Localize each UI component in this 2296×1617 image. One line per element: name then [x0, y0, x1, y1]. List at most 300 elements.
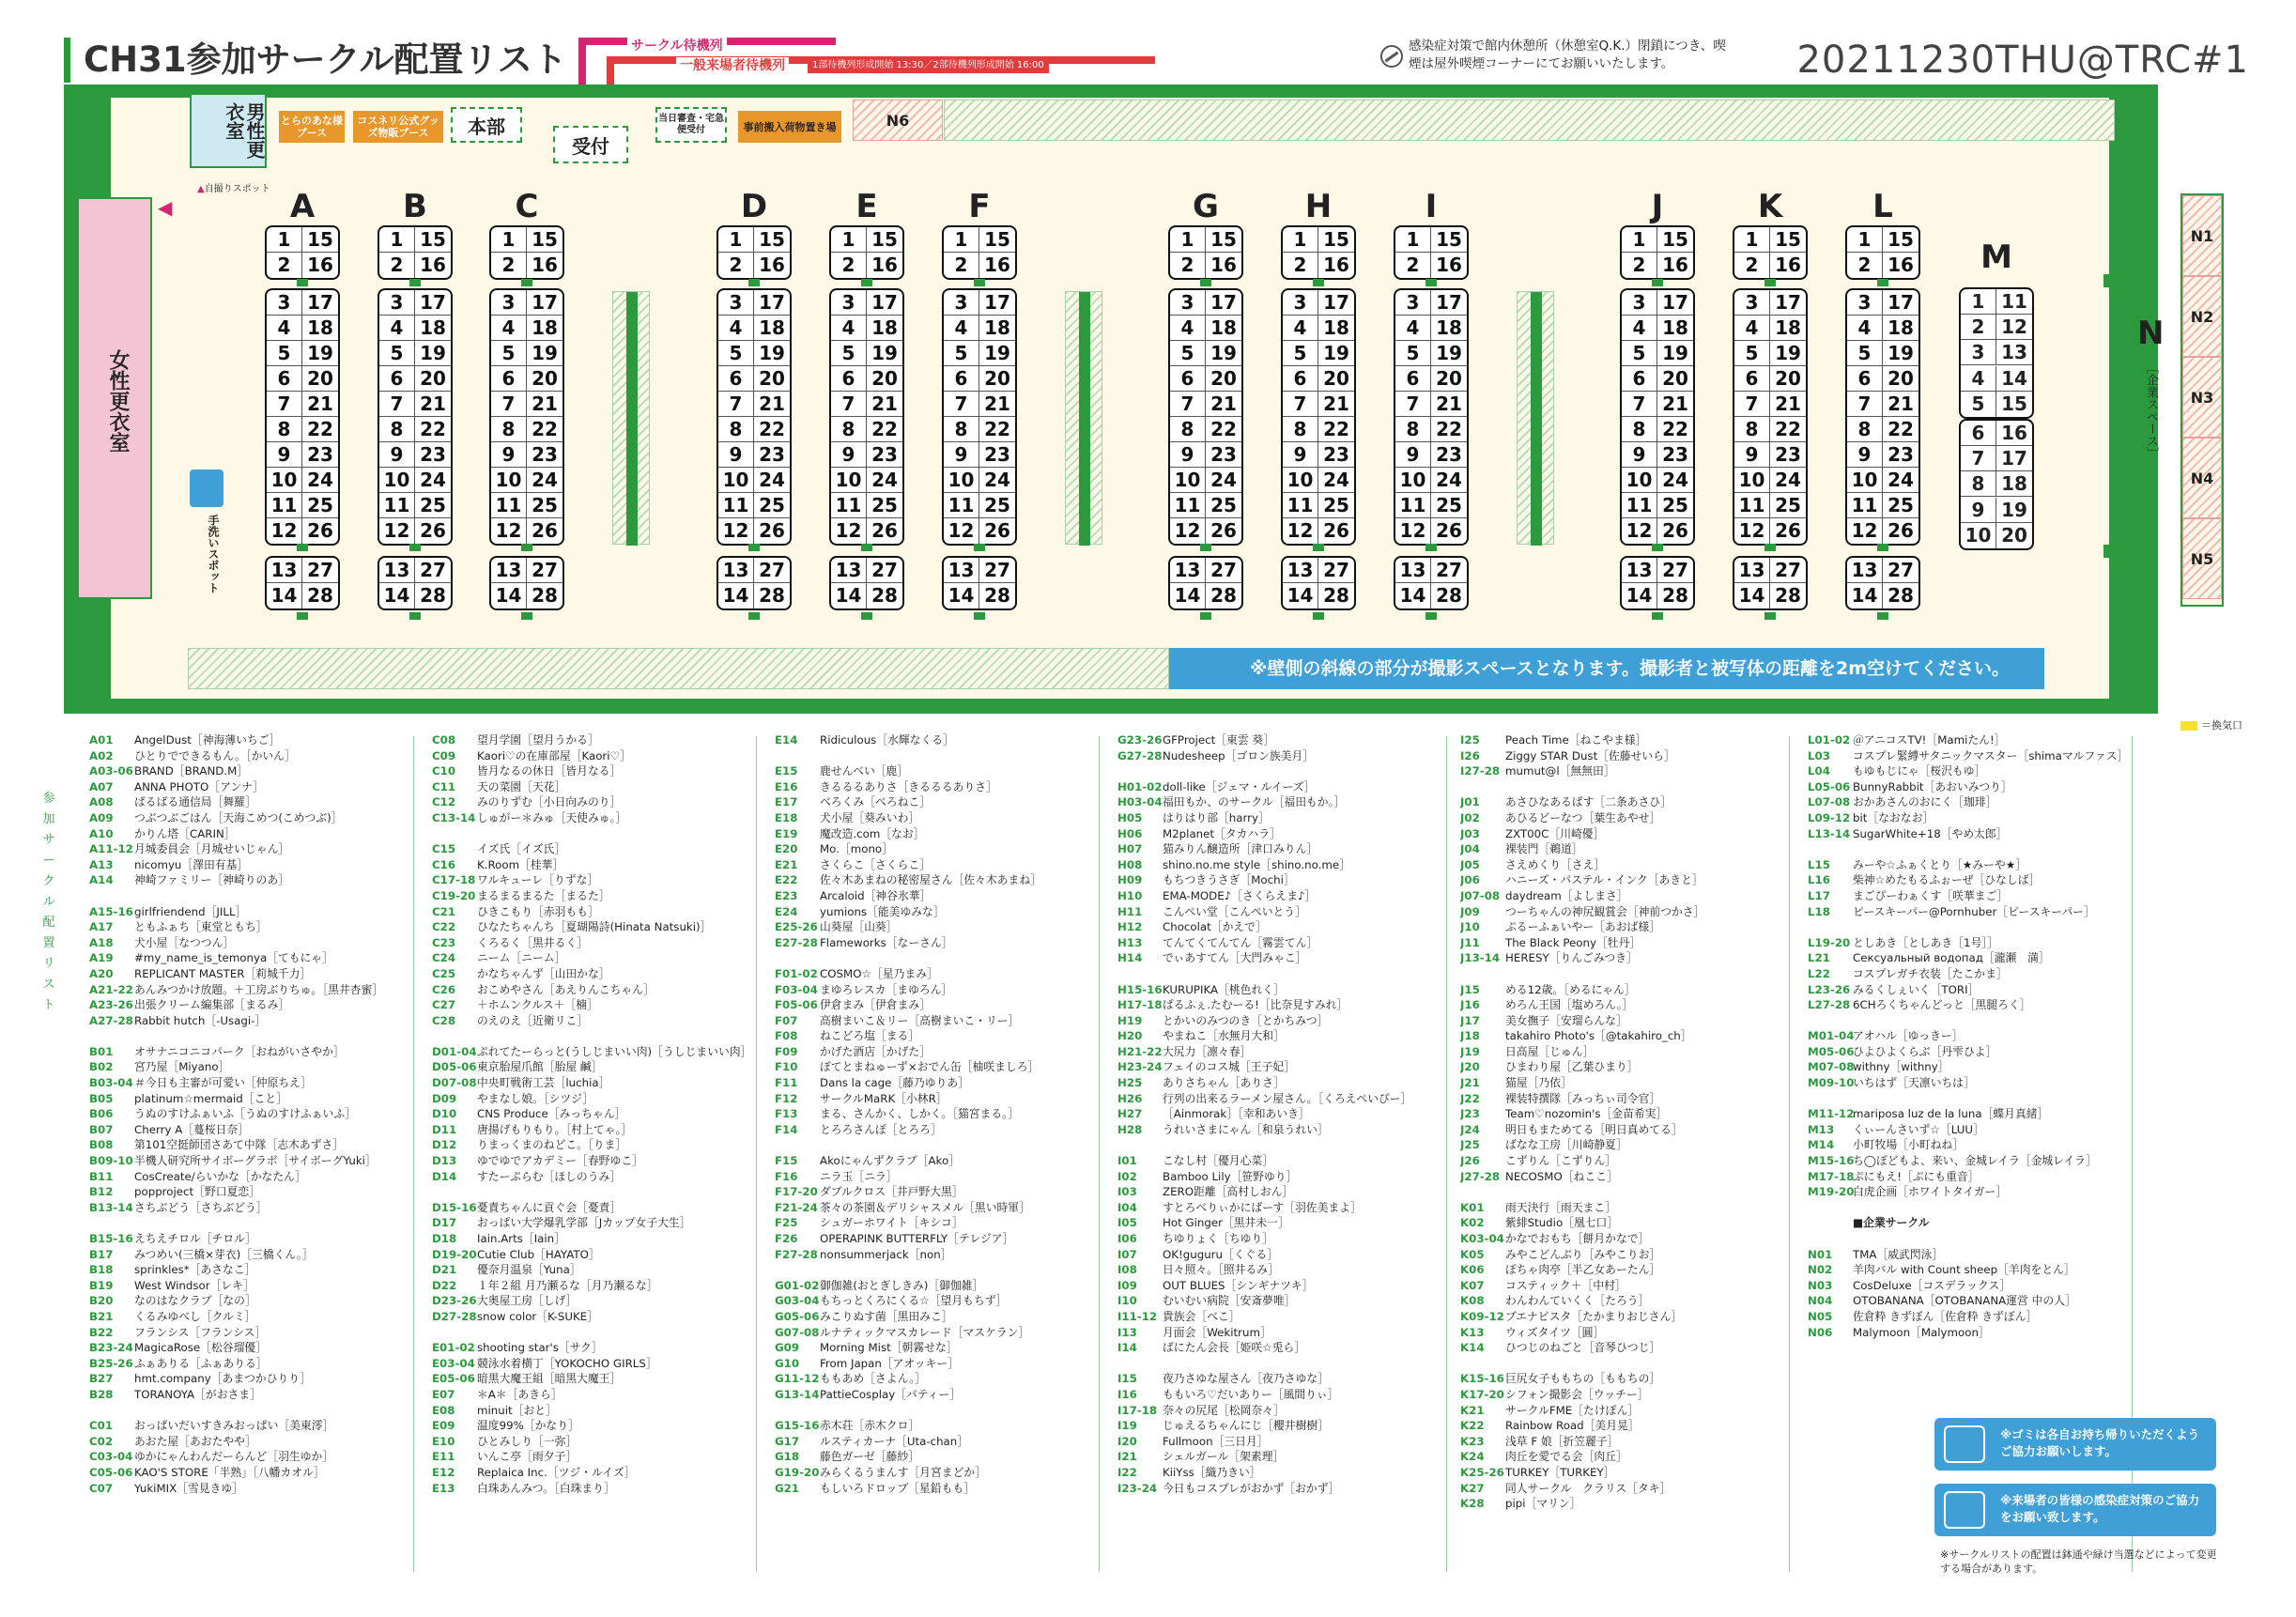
circle-code: J04 [1460, 842, 1480, 856]
booth-number: 20 [1431, 366, 1467, 392]
directory-entry [89, 1137, 427, 1153]
booth-number: 12 [1395, 518, 1431, 544]
directory-entry [1117, 982, 1456, 998]
circle-code: A15-16 [89, 904, 133, 918]
booth-number: 16 [1323, 254, 1349, 276]
directory-entry [1117, 841, 1456, 857]
circle-name: ■企業サークル [1853, 1216, 1930, 1230]
booth-number: 21 [1657, 392, 1693, 417]
circle-code: L03 [1808, 748, 1830, 762]
booth-number: 27 [867, 558, 902, 583]
booth-number: 8 [1734, 417, 1770, 442]
circle-name: nonsummerjack［non］ [820, 1247, 952, 1261]
directory-entry [1117, 1481, 1456, 1497]
booth-number: 17 [1318, 290, 1354, 316]
circle-name: ひきこもり［赤羽もも］ [477, 904, 599, 918]
booth-number: 26 [1775, 519, 1801, 542]
circle-code: D12 [432, 1138, 457, 1152]
booth-number: 26 [1210, 519, 1237, 542]
booth-number: 11 [1395, 493, 1431, 518]
circle-code: M05-06 [1808, 1044, 1855, 1058]
photo-space-top [944, 100, 2115, 141]
booth-number: 9 [718, 442, 754, 468]
circle-code: N06 [1808, 1325, 1833, 1339]
handwash-spot: 手洗いスポット [207, 515, 220, 593]
booth-number: 13 [944, 558, 979, 583]
booth-number: 1 [944, 227, 979, 253]
circle-code: A02 [89, 748, 114, 762]
directory-entry [775, 997, 1113, 1013]
circle-name: OPERAPINK BUTTERFLY［テレジア］ [820, 1232, 1014, 1245]
circle-name: まる、さんかく、しかく。［猫宮まる。］ [820, 1107, 1019, 1121]
booth-number: 14 [379, 583, 415, 608]
circle-code: B19 [89, 1278, 114, 1292]
circle-name: 山葵屋［山葵］ [820, 920, 898, 934]
circle-code: E17 [775, 795, 798, 809]
circle-code: E25-26 [775, 920, 818, 934]
booth-number: 8 [1283, 417, 1318, 442]
circle-name: べろくみ［べろねこ］ [820, 795, 931, 809]
circle-name: CNS Produce［みっちゃん］ [477, 1107, 626, 1121]
directory-entry [1460, 1106, 1798, 1122]
directory-entry [89, 1278, 427, 1294]
circle-name: 中央町戦術工芸［luchia］ [477, 1076, 610, 1090]
circle-code: E10 [432, 1434, 455, 1448]
booth-number: 25 [415, 493, 451, 518]
directory-entry [89, 748, 427, 764]
circle-name: Kaori♡の在庫部屋［Kaori♡］ [477, 748, 631, 762]
circle-code: J20 [1460, 1060, 1480, 1074]
directory-entry [89, 872, 427, 888]
booth-number: 17 [527, 290, 562, 316]
circle-code: K27 [1460, 1481, 1485, 1495]
circle-code: A08 [89, 795, 114, 809]
circle-name: きるるるありさ［きるるるありさ］ [820, 779, 997, 793]
directory-entry [1460, 1434, 1798, 1450]
circle-code: J15 [1460, 982, 1480, 996]
circle-code: M15-16 [1808, 1154, 1855, 1168]
directory-entry [775, 1091, 1113, 1107]
booth-number: 9 [1622, 442, 1657, 468]
booth-number: 17 [1206, 290, 1241, 316]
circle-code: I03 [1117, 1185, 1137, 1199]
circle-name: みやこどんぶり［みやこりお］ [1505, 1247, 1661, 1261]
circle-code: K24 [1460, 1450, 1485, 1464]
directory-entry [1117, 1106, 1456, 1122]
booth-number: 2 [1283, 253, 1318, 278]
circle-name: Replaica Inc.［ツジ・ルイズ］ [477, 1465, 636, 1479]
booth-number: 24 [867, 468, 902, 493]
booth-number: 16 [1662, 254, 1688, 276]
directory-entry [89, 794, 427, 810]
directory-entry [775, 1013, 1113, 1029]
booth-number: 15 [1770, 227, 1806, 253]
booth-number: 13 [491, 558, 527, 583]
handwash-icon [190, 470, 223, 507]
booth-number: 15 [1657, 227, 1693, 253]
booth-number: 28 [420, 584, 446, 607]
directory-entry [1808, 826, 2146, 842]
booth-number: 27 [415, 558, 451, 583]
circle-code: E14 [775, 733, 798, 747]
circle-name: いちはず［天凛いちは］ [1853, 1076, 1975, 1090]
booth-number: 24 [1431, 468, 1467, 493]
booth-number: 20 [1318, 366, 1354, 392]
circle-code: F16 [775, 1169, 798, 1183]
booth-number: 5 [1961, 392, 1996, 417]
directory-entry [1808, 1122, 2146, 1138]
booth-number: 9 [1734, 442, 1770, 468]
directory-entry [1117, 1403, 1456, 1419]
booth-number: 16 [1888, 254, 1914, 276]
circle-code: E13 [432, 1481, 455, 1495]
circle-name: ももいろ♡だいありー［風間りぃ］ [1163, 1387, 1339, 1401]
booth-number: 18 [1883, 316, 1918, 341]
circle-code: K08 [1460, 1294, 1485, 1308]
booth-number: 26 [1436, 519, 1462, 542]
circle-code: N05 [1808, 1309, 1833, 1323]
circle-code: G27-28 [1117, 748, 1163, 762]
booth-number: 27 [754, 558, 790, 583]
circle-name: いんこ亭［雨夕子］ [477, 1450, 578, 1464]
circle-code: B17 [89, 1247, 114, 1261]
circle-name: #my_name_is_temonya［てもにゃ］ [134, 951, 333, 965]
circle-name: ばなな工房［川崎静夏］ [1505, 1138, 1627, 1152]
circle-name: コスプレ緊縛サタニックマスター［shimaマルファス］ [1853, 748, 2129, 762]
block-connector [861, 612, 872, 620]
booth-number: 16 [307, 254, 333, 276]
booth-number: 17 [302, 290, 338, 316]
booth-number: 28 [1323, 584, 1349, 607]
booth-number: 21 [1431, 392, 1467, 417]
directory-entry [1460, 1200, 1798, 1216]
circle-name: ダブルクロス［井戸野大黒］ [820, 1185, 963, 1199]
booth-number: 18 [1318, 316, 1354, 341]
circle-name: platinum☆mermaid［こと］ [134, 1091, 287, 1105]
circle-name: ももあめ［さよん。］ [820, 1372, 926, 1386]
directory-entry [1808, 966, 2146, 982]
circle-code: I17-18 [1117, 1403, 1158, 1417]
booth-number: 16 [1996, 421, 2032, 446]
circle-name: もちっとくろにくる☆［望月もちず］ [820, 1294, 1008, 1308]
block-K-bottom [1733, 556, 1808, 610]
booth-number: 7 [1622, 392, 1657, 417]
circle-name: うぬのすけふぁいふ［うぬのすけふぁいふ］ [134, 1107, 356, 1121]
booth-number: 18 [1770, 316, 1806, 341]
circle-name: ひよひよくらぶ［丹雫ひよ］ [1853, 1044, 1997, 1058]
circle-code: A07 [89, 779, 114, 793]
directory-entry [1460, 1481, 1798, 1497]
booth-number: 15 [1206, 227, 1241, 253]
booth-number: 4 [1283, 316, 1318, 341]
booth-number: 3 [1847, 290, 1883, 316]
directory-entry [432, 1231, 770, 1247]
directory-entry [775, 779, 1113, 795]
directory-entry [432, 919, 770, 935]
directory-entry [432, 1356, 770, 1372]
booth-number: 10 [379, 468, 415, 493]
directory-entry [1117, 732, 1456, 748]
booth-number: 13 [718, 558, 754, 583]
booth-number: 23 [1770, 442, 1806, 468]
booth-number: 1 [267, 227, 302, 253]
directory-entry [775, 1153, 1113, 1169]
directory-entry [1117, 919, 1456, 935]
booth-number: 12 [1283, 518, 1318, 544]
circle-name: ルスティカーナ［Uta-chan］ [820, 1434, 969, 1448]
directory-entry [775, 1075, 1113, 1091]
booth-number: 28 [759, 584, 785, 607]
circle-name: nicomyu［澤田有基］ [134, 857, 249, 871]
circle-name: ［Ainmorak］［幸和あいき］ [1163, 1107, 1310, 1121]
directory-entry [1117, 1075, 1456, 1091]
booth-number: 5 [267, 341, 302, 366]
booth-number: 17 [1770, 290, 1806, 316]
directory-entry [1808, 1184, 2146, 1200]
booth-number: 27 [1657, 558, 1693, 583]
circle-code: M19-20 [1808, 1185, 1855, 1199]
booth-number: 22 [527, 417, 562, 442]
directory-entry [775, 888, 1113, 904]
directory-entry [1117, 810, 1456, 826]
booth-number: 9 [1961, 498, 1996, 523]
booth-number: 21 [1318, 392, 1354, 417]
directory-entry [1808, 1309, 2146, 1325]
directory-entry [1460, 1059, 1798, 1075]
circle-code: C27 [432, 998, 456, 1012]
circle-code: G09 [775, 1341, 800, 1355]
booth-number: 20 [754, 366, 790, 392]
booth-number: 23 [1318, 442, 1354, 468]
circle-name: 雨天決行［雨天まこ］ [1505, 1200, 1616, 1214]
circle-code: G03-04 [775, 1294, 820, 1308]
circle-code: E27-28 [775, 935, 818, 949]
booth-number: 15 [979, 227, 1015, 253]
booth-number: 25 [867, 493, 902, 518]
circle-name: 猫みりん醸造所［津口みりん］ [1163, 842, 1318, 856]
booth-number: 21 [754, 392, 790, 417]
circle-code: M14 [1808, 1138, 1835, 1152]
circle-code: J13-14 [1460, 951, 1501, 965]
directory-entry [1117, 1044, 1456, 1060]
directory-entry [775, 1122, 1113, 1138]
booth-number: 3 [491, 290, 527, 316]
circle-name: Malymoon［Malymoon］ [1853, 1325, 1990, 1339]
booth-number: 12 [267, 518, 302, 544]
block-connector [297, 279, 308, 286]
booth-n2: N2 [2182, 276, 2222, 357]
circle-code: F13 [775, 1107, 798, 1121]
directory-entry [775, 794, 1113, 810]
circle-name: オサナニコニコパーク［おねがいさやか］ [134, 1044, 345, 1058]
circle-name: める12歳。［めるにゃん］ [1505, 982, 1636, 996]
womens-dressing-room-label: 女性更衣室 [106, 349, 130, 453]
circle-code: K07 [1460, 1278, 1485, 1292]
circle-code: E08 [432, 1403, 455, 1417]
booth-number: 22 [1431, 417, 1467, 442]
booth-number: 8 [718, 417, 754, 442]
circle-name: ひなたちゃんち［夏瑚陽詩(Hinata Natsuki)］ [477, 920, 712, 934]
circle-code: D23-26 [432, 1294, 477, 1308]
womens-dressing-room [77, 197, 152, 599]
directory-entry [775, 1434, 1113, 1450]
circle-code: G15-16 [775, 1419, 820, 1433]
directory-entry [1460, 1137, 1798, 1153]
circle-code: I16 [1117, 1387, 1137, 1401]
booth-number: 22 [302, 417, 338, 442]
circle-code: G10 [775, 1356, 800, 1370]
directory-column [432, 732, 770, 1496]
circle-name: ウィズタイツ［圓］ [1505, 1325, 1605, 1339]
booth-number: 24 [302, 468, 338, 493]
booth-number: 6 [831, 366, 867, 392]
booth-number: 10 [1395, 468, 1431, 493]
booth-number: 2 [1395, 253, 1431, 278]
directory-entry [1117, 872, 1456, 888]
booth-number: 4 [1734, 316, 1770, 341]
directory-entry [1808, 810, 2146, 826]
booth-number: 6 [1622, 366, 1657, 392]
directory-column [1460, 732, 1798, 1512]
booth-number: 10 [1734, 468, 1770, 493]
circle-code: L05-06 [1808, 779, 1851, 793]
circle-code: B23-24 [89, 1341, 133, 1355]
block-F-top [942, 225, 1017, 280]
vent-legend: ＝換気口 [2201, 719, 2242, 732]
circle-code: I09 [1117, 1278, 1137, 1292]
directory-entry [1460, 1496, 1798, 1512]
circle-name: Morning Mist［朝霧せな］ [820, 1341, 958, 1355]
circle-name: Cutie Club［HAYATO］ [477, 1247, 600, 1261]
directory-entry [775, 1169, 1113, 1185]
booth-number: 28 [1888, 584, 1914, 607]
booth-number: 4 [1395, 316, 1431, 341]
booth-number: 23 [527, 442, 562, 468]
booth-number: 1 [831, 227, 867, 253]
booth-number: 3 [1622, 290, 1657, 316]
booth-number: 5 [1283, 341, 1318, 366]
booth-number: 22 [1206, 417, 1241, 442]
booth-number: 4 [1961, 366, 1996, 392]
booth-n4: N4 [2182, 438, 2222, 518]
directory-entry [1460, 1371, 1798, 1387]
directory-entry [89, 1122, 427, 1138]
booth-number: 7 [491, 392, 527, 417]
circle-code: G07-08 [775, 1325, 820, 1339]
circle-code: J03 [1460, 826, 1480, 840]
circle-name: ともふぁち［東堂ともち］ [134, 920, 268, 934]
booth-number: 16 [759, 254, 785, 276]
circle-name: ブエナビスタ［たかまりおじさん］ [1505, 1309, 1683, 1323]
circle-name: ぷるーふぁいやー［あおば様］ [1505, 920, 1660, 934]
circle-name: みつめい(三橋×芽衣)［三橋くん。］ [134, 1247, 314, 1261]
circle-name: Ziggy STAR Dust［佐藤せいら］ [1505, 748, 1675, 762]
circle-name: Cherry A［蔓桜日奈］ [134, 1122, 250, 1136]
directory-entry [432, 966, 770, 982]
block-M-top [1959, 287, 2034, 419]
booth-number: 10 [1170, 468, 1206, 493]
booth-number: 27 [527, 558, 562, 583]
directory-entry [1117, 1418, 1456, 1434]
circle-code: C09 [432, 748, 456, 762]
circle-name: 佐々木あまねの秘密屋さん［佐々木あまね］ [820, 873, 1041, 887]
booth-number: 9 [1170, 442, 1206, 468]
circle-code: B05 [89, 1091, 114, 1105]
booth-number: 25 [1770, 493, 1806, 518]
directory-entry [1808, 1278, 2146, 1294]
booth-number: 1 [1622, 227, 1657, 253]
directory-entry [1117, 826, 1456, 842]
directory-entry [1808, 763, 2146, 779]
directory-entry [1117, 1215, 1456, 1231]
booth-number: 21 [415, 392, 451, 417]
circle-name: ZXT00C［川崎優］ [1505, 826, 1605, 840]
block-H-bottom [1281, 556, 1356, 610]
circle-name: OK!guguru［くぐる］ [1163, 1247, 1278, 1261]
block-G-middle [1168, 288, 1243, 546]
booth-number: 8 [491, 417, 527, 442]
circle-name: 望月学園［望月うかる］ [477, 733, 599, 747]
block-L-middle [1845, 288, 1920, 546]
circle-code: K23 [1460, 1434, 1485, 1448]
mens-dressing-room: 男性更衣室 [190, 93, 267, 168]
circle-name: こんぺい堂［こんぺいとう］ [1163, 904, 1306, 918]
booth-number: 27 [1318, 558, 1354, 583]
column-label-A: A [289, 188, 316, 225]
booth-number: 23 [1431, 442, 1467, 468]
queue-schedule: 1部待機列形成開始 13:30／2部待機列形成開始 16:00 [808, 58, 1049, 73]
circle-name: 高樹まいこ＆リー［高樹まいこ・リー］ [820, 1013, 1020, 1027]
circle-code: K21 [1460, 1403, 1485, 1417]
directory-entry [432, 1169, 770, 1185]
booth-number: 23 [302, 442, 338, 468]
booth-number: 14 [1395, 583, 1431, 608]
circle-code: C11 [432, 779, 456, 793]
directory-entry [432, 1013, 770, 1029]
booth-number: 13 [1283, 558, 1318, 583]
circle-name: 出張クリーム編集部［まるみ］ [134, 998, 290, 1012]
directory-entry [432, 1371, 770, 1387]
circle-name: 半機人研究所サイボーグラボ［サイボーグYuki］ [134, 1154, 377, 1168]
circle-name: K.Room［桂華］ [477, 857, 564, 871]
booth-number: 28 [984, 584, 1010, 607]
directory-entry [1117, 1465, 1456, 1481]
directory-entry [432, 888, 770, 904]
booth-number: 13 [379, 558, 415, 583]
block-connector [1877, 612, 1888, 620]
circle-code: G05-06 [775, 1309, 820, 1323]
booth-number: 18 [1206, 316, 1241, 341]
circle-code: L15 [1808, 857, 1830, 871]
directory-entry [432, 779, 770, 795]
circle-name: おっぱいだいすきみおっぱい［美東澪］ [134, 1419, 334, 1433]
booth-number: 6 [1283, 366, 1318, 392]
circle-name: ありさちゃん［ありさ］ [1163, 1076, 1285, 1090]
no-smoking-icon [1380, 45, 1403, 68]
directory-entry [1808, 779, 2146, 795]
circle-name: かげた酒店［かげた］ [820, 1044, 931, 1058]
circle-code: A09 [89, 810, 114, 824]
circle-code: C01 [89, 1419, 114, 1433]
booth-number: 20 [979, 366, 1015, 392]
circle-name: The Black Peony［牡丹］ [1505, 935, 1641, 949]
directory-entry [1460, 1231, 1798, 1247]
directory-entry [89, 919, 427, 935]
directory-entry [775, 732, 1113, 748]
directory-entry [775, 1106, 1113, 1122]
booth-number: 19 [754, 341, 790, 366]
directory-entry [775, 1418, 1113, 1434]
